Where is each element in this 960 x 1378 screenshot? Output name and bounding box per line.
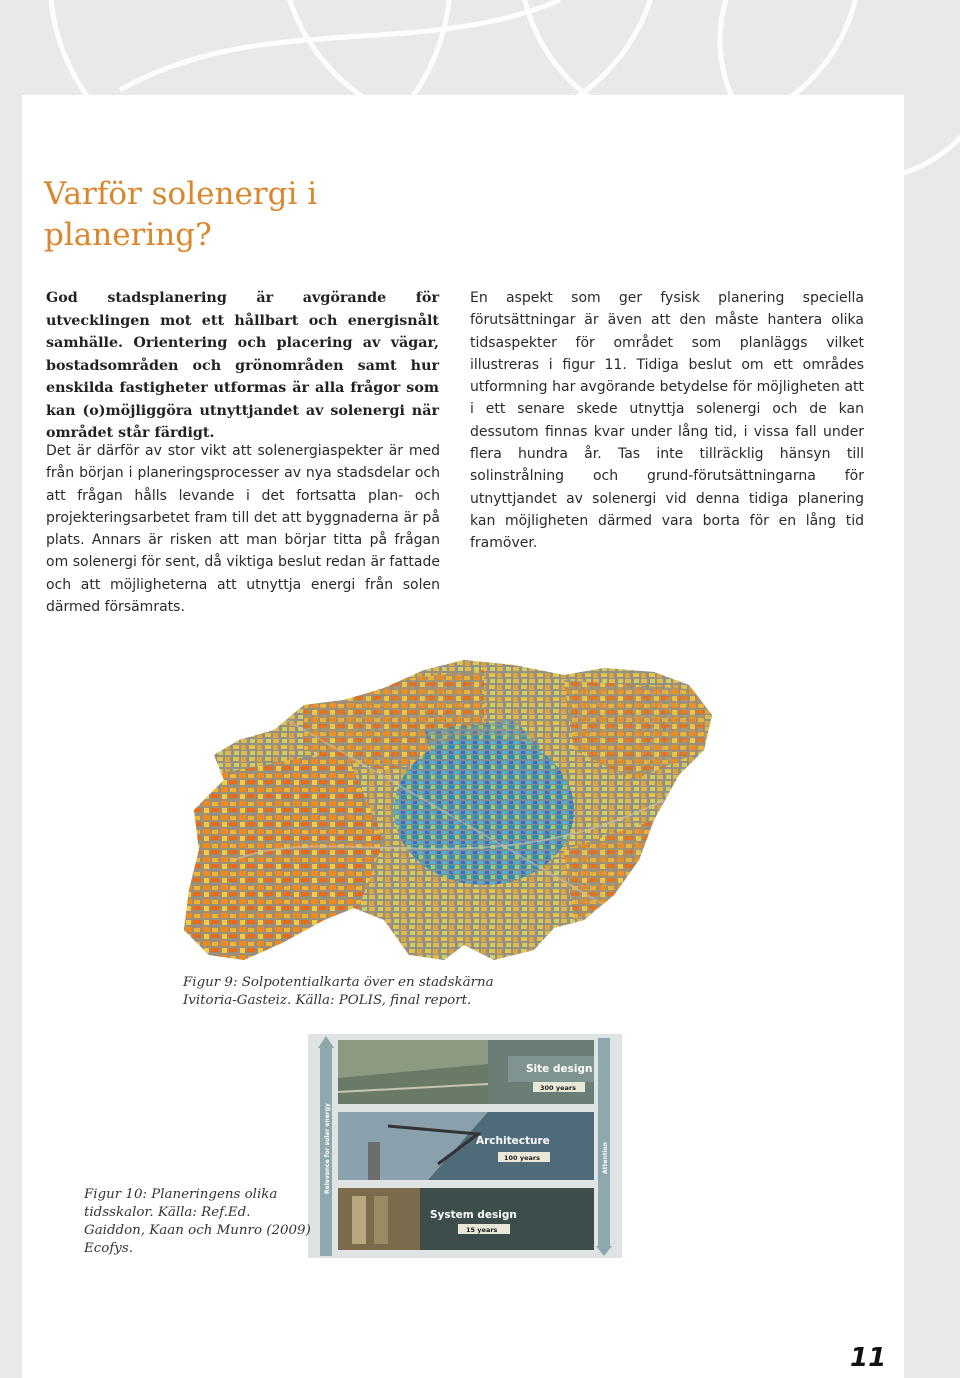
title-line-2: planering? (44, 217, 212, 253)
figure-9-caption: Figur 9: Solpotentialkarta över en stadskärna Ivitoria-Gasteiz. Källa: POLIS, final report. (183, 975, 494, 1008)
level-system-design-years: 15 years (466, 1226, 498, 1234)
solar-potential-map (184, 660, 716, 970)
level-architecture-title: Architecture (476, 1135, 550, 1147)
title-line-1: Varför solenergi i (44, 176, 318, 212)
lede-paragraph: God stadsplanering är avgörande för utvecklingen mot ett hållbart och energisnålt samhälle. Orientering och placering av vägar, bostadsområden och grönområden samt hur enskilda fastigheter utformas är alla frågor som kan (o)möjliggöra utnyttjandet av solenergi när området står färdigt. (46, 290, 439, 441)
page-title (44, 174, 317, 256)
level-site-design-title: Site design (526, 1063, 593, 1075)
page-number: 11 (850, 1343, 887, 1373)
planning-timescales-figure (308, 1034, 622, 1258)
body-paragraph-left: Det är därför av stor vikt att solenergiaspekter är med från början i planeringsprocesser av nya stadsdelar och att frågan hålls levande i det fortsatta plan- och projekteringsarbetet fram till det att byggnaderna är på plats. Annars är risken att man börjar titta på frågan om solenergi för sent, då viktiga beslut redan är fattade och att möjligheterna att utnyttja energi från solen därmed försämrats. (46, 443, 440, 616)
level-site-design-years: 300 years (540, 1084, 576, 1092)
level-system-design-title: System design (430, 1209, 517, 1221)
figure-10-caption: Figur 10: Planeringens olika tidsskalor. Källa: Ref.Ed. Gaiddon, Kaan och Munro (2009) Ecofys. (84, 1187, 311, 1256)
body-paragraph-right: En aspekt som ger fysisk planering speciella förutsättningar är även att den måste hantera olika tidsaspekter för området som planläggs vilket illustreras i figur 11. Tidiga beslut om ett områdes utformning har avgörande betydelse för möjligheten att i ett senare skede utnyttja solenergi och de kan dessutom finnas kvar under lång tid, i vissa fall under flera hundra år. Tas inte tillräcklig hänsyn till solinstrålning och grund-förutsättningarna för utnyttjandet av solenergi vid denna tidiga planering kan möjligheten därmed vara borta för en lång tid framöver. (470, 290, 864, 552)
level-architecture-years: 100 years (504, 1154, 540, 1162)
axis-left-label: Relevance for solar energy (324, 1103, 331, 1194)
axis-right-label: Attention (602, 1141, 609, 1174)
